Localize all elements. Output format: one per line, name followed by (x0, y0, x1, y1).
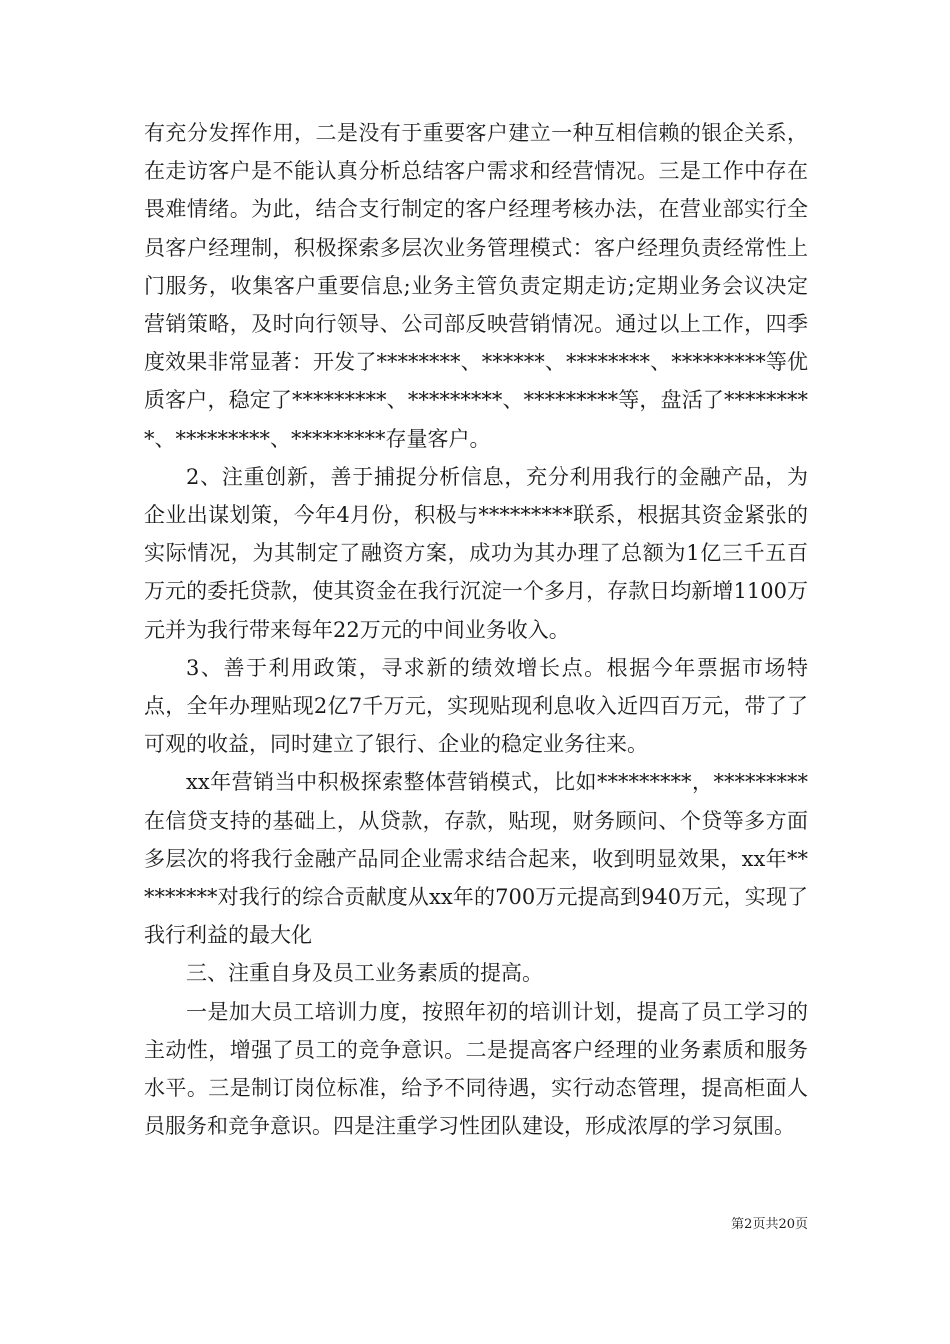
page-number-footer: 第2页共20页 (731, 1217, 808, 1232)
paragraph-policy: 3、善于利用政策，寻求新的绩效增长点。根据今年票据市场特点，全年办理贴现2亿7千万元，实现贴现利息收入近四百万元，带了了可观的收益，同时建立了银行、企业的稳定业务往来。 (144, 655, 808, 757)
paragraph-continuation: 有充分发挥作用，二是没有于重要客户建立一种互相信赖的银企关系，在走访客户是不能认真分析总结客户需求和经营情况。三是工作中存在畏难情绪。为此，结合支行制定的客户经理考核办法，在营业部实行全员客户经理制，积极探索多层次业务管理模式：客户经理负责经常性上门服务，收集客户重要信息;业务主管负责定期走访;定期业务会议决定营销策略，及时向行领导、公司部反映营销情况。通过以上工作，四季度效果非常显著：开发了********、******、********、*********等优质客户，稳定了*********、*********、*********等，盘活了*********、*********、*********存量客户。 (144, 121, 808, 451)
paragraph-marketing-model: xx年营销当中积极探索整体营销模式，比如*********，*********在信贷支持的基础上，从贷款，存款，贴现，财务顾问、个贷等多方面多层次的将我行金融产品同企业需求结合起来，收到明显效果，xx年*********对我行的综合贡献度从xx年的700万元提高到940万元，实现了我行利益的最大化 (144, 770, 808, 948)
section-heading-staff-quality: 三、注重自身及员工业务素质的提高。 (186, 961, 543, 986)
paragraph-innovation: 2、注重创新，善于捕捉分析信息，充分利用我行的金融产品，为企业出谋划策，今年4月份，积极与*********联系，根据其资金紧张的实际情况，为其制定了融资方案，成功为其办理了总额为1亿三千五百万元的委托贷款，使其资金在我行沉淀一个多月，存款日均新增1100万元并为我行带来每年22万元的中间业务收入。 (144, 464, 808, 642)
document-body (144, 114, 808, 1145)
paragraph-staff-training: 一是加大员工培训力度，按照年初的培训计划，提高了员工学习的主动性，增强了员工的竞争意识。二是提高客户经理的业务素质和服务水平。三是制订岗位标准，给予不同待遇，实行动态管理，提高柜面人员服务和竞争意识。四是注重学习性团队建设，形成浓厚的学习氛围。 (144, 999, 808, 1139)
